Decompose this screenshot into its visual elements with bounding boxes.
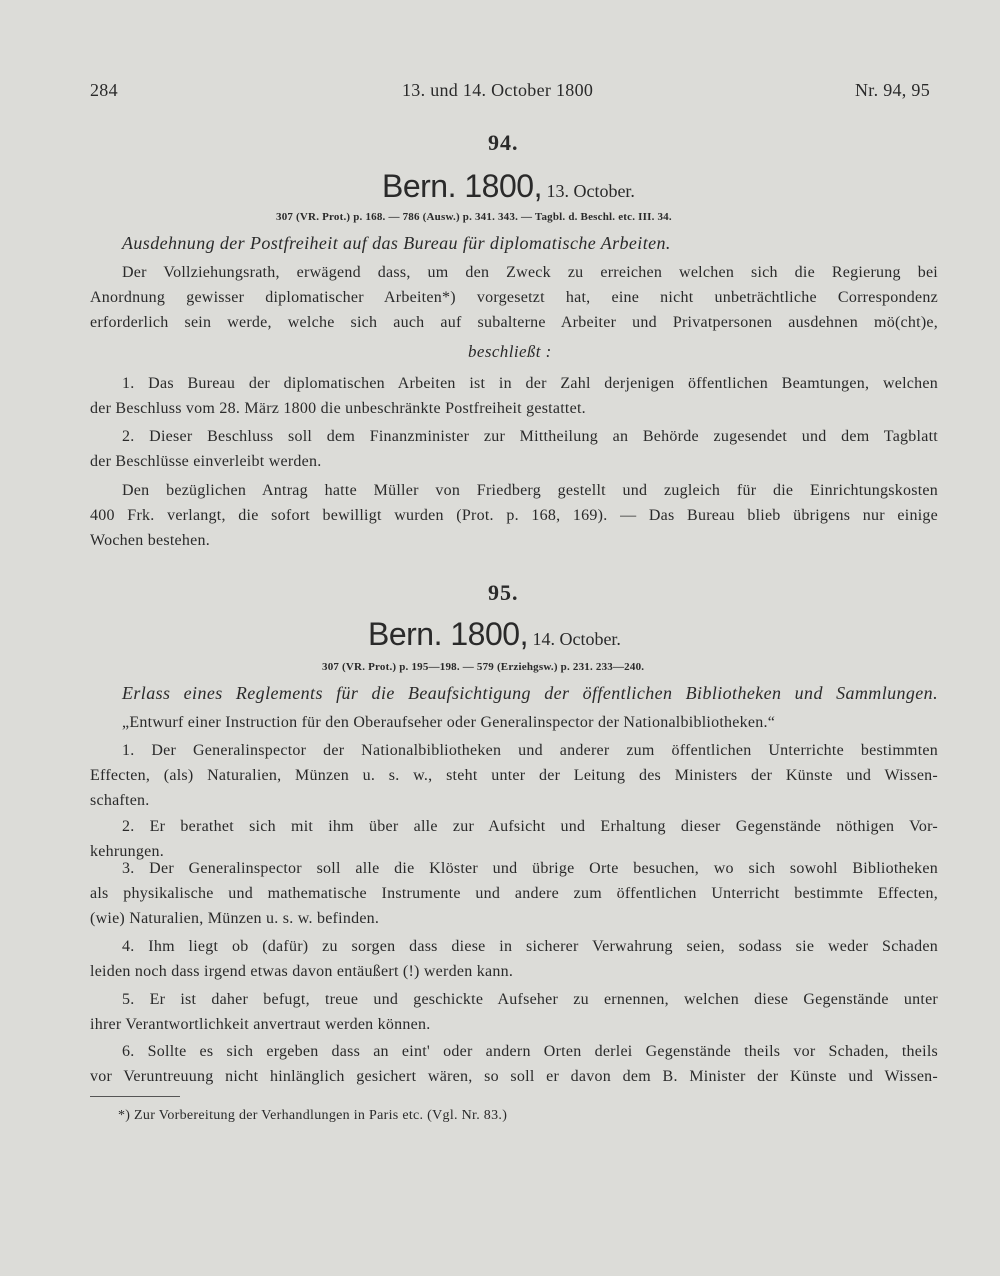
doc-94-note-line-2: 400 Frk. verlangt, die sofort bewilligt wurden (Prot. p. 168, 169). — Das Bureau blieb übrigens nur einige — [90, 507, 938, 524]
doc-95-item-6-line-2: vor Veruntreuung nicht hinlänglich gesichert wären, so soll er davon dem B. Minister der Künste und Wissen- — [90, 1068, 938, 1085]
doc-94-title: Ausdehnung der Postfreiheit auf das Bureau für diplomatische Arbeiten. — [122, 233, 671, 253]
doc-95-item-5-line-1: 5. Er ist daher befugt, treue und geschickte Aufseher zu ernennen, welchen diese Gegenstände unter — [122, 991, 938, 1008]
doc-95-subtitle: „Entwurf einer Instruction für den Oberaufseher oder Generalinspector der Nationalbibliotheken.“ — [122, 714, 776, 731]
page-number: 284 — [90, 80, 118, 100]
doc-95-item-3-line-2: als physikalische und mathematische Instrumente und andere zum öffentlichen Unterricht bestimmte Effecten, — [90, 885, 938, 902]
doc-95-place-year: Bern. 1800, — [368, 616, 528, 652]
doc-94-decision: beschließt : — [468, 342, 552, 361]
doc-94-intro-line-2: Anordnung gewisser diplomatischer Arbeiten*) vorgesetzt hat, eine nicht unbeträchtliche Correspondenz — [90, 289, 938, 306]
doc-95-item-1-line-3: schaften. — [90, 792, 150, 809]
doc-95-number: 95. — [488, 580, 519, 605]
doc-95-item-3-line-3: (wie) Naturalien, Münzen u. s. w. befinden. — [90, 910, 380, 927]
footnote-rule — [90, 1096, 180, 1097]
doc-94-number: 94. — [488, 130, 519, 155]
running-header-date: 13. und 14. October 1800 — [402, 80, 594, 100]
doc-95-item-4-line-1: 4. Ihm liegt ob (dafür) zu sorgen dass diese in sicherer Verwahrung seien, sodass sie weder Schaden — [122, 938, 938, 955]
doc-94-references: 307 (VR. Prot.) p. 168. — 786 (Ausw.) p. 341. 343. — Tagbl. d. Beschl. etc. III. 34. — [276, 211, 672, 223]
doc-94-item-1-line-2: der Beschluss vom 28. März 1800 die unbeschränkte Postfreiheit gestattet. — [90, 400, 586, 417]
doc-94-item-2-line-1: 2. Dieser Beschluss soll dem Finanzminister zur Mittheilung an Behörde zugesendet und dem Tagblatt — [122, 428, 938, 445]
doc-94-item-1-line-1: 1. Das Bureau der diplomatischen Arbeiten ist in der Zahl derjenigen öffentlichen Beamtungen, welchen — [122, 375, 938, 392]
doc-94-note-line-1: Den bezüglichen Antrag hatte Müller von Friedberg gestellt und zugleich für die Einrichtungskosten — [122, 482, 938, 499]
footnote: *) Zur Vorbereitung der Verhandlungen in Paris etc. (Vgl. Nr. 83.) — [118, 1108, 508, 1123]
doc-95-title: Erlass eines Reglements für die Beaufsichtigung der öffentlichen Bibliotheken und Sammlungen. — [122, 683, 938, 703]
doc-94-item-2-line-2: der Beschlüsse einverleibt werden. — [90, 453, 322, 470]
doc-95-item-2-line-1: 2. Er berathet sich mit ihm über alle zur Aufsicht und Erhaltung dieser Gegenstände nöthigen Vor- — [122, 818, 938, 835]
doc-95-item-4-line-2: leiden noch dass irgend etwas davon entäußert (!) werden kann. — [90, 963, 514, 980]
doc-95-item-2-line-2: kehrungen. — [90, 843, 165, 860]
doc-94-place-year: Bern. 1800, — [382, 168, 542, 204]
doc-95-item-3-line-1: 3. Der Generalinspector soll alle die Klöster und übrige Orte besuchen, wo sich sowohl Bibliotheken — [122, 860, 938, 877]
doc-95-item-1-line-2: Effecten, (als) Naturalien, Münzen u. s. w., steht unter der Leitung des Ministers der Künste und Wissen- — [90, 767, 938, 784]
doc-95-references: 307 (VR. Prot.) p. 195—198. — 579 (Erziehgsw.) p. 231. 233—240. — [322, 661, 645, 673]
doc-94-note-line-3: Wochen bestehen. — [90, 532, 210, 549]
doc-95-item-6-line-1: 6. Sollte es sich ergeben dass an eint' oder andern Orten derlei Gegenstände theils vor Schaden, theils — [122, 1043, 938, 1060]
doc-95-item-5-line-2: ihrer Verantwortlichkeit anvertraut werden können. — [90, 1016, 431, 1033]
doc-94-date: 13. October. — [546, 181, 635, 201]
doc-94-intro-line-1: Der Vollziehungsrath, erwägend dass, um den Zweck zu erreichen welchen sich die Regierung bei — [122, 264, 938, 281]
doc-95-dateline — [368, 616, 621, 653]
doc-95-date: 14. October. — [532, 629, 621, 649]
doc-94-intro-line-3: erforderlich sein werde, welche sich auch auf subalterne Arbeiter und Privatpersonen ausdehnen mö(cht)e, — [90, 314, 938, 331]
doc-94-dateline — [382, 168, 635, 205]
doc-95-item-1-line-1: 1. Der Generalinspector der Nationalbibliotheken und anderer zum öffentlichen Unterrichte bestimmten — [122, 742, 938, 759]
running-header-numbers: Nr. 94, 95 — [855, 80, 930, 100]
